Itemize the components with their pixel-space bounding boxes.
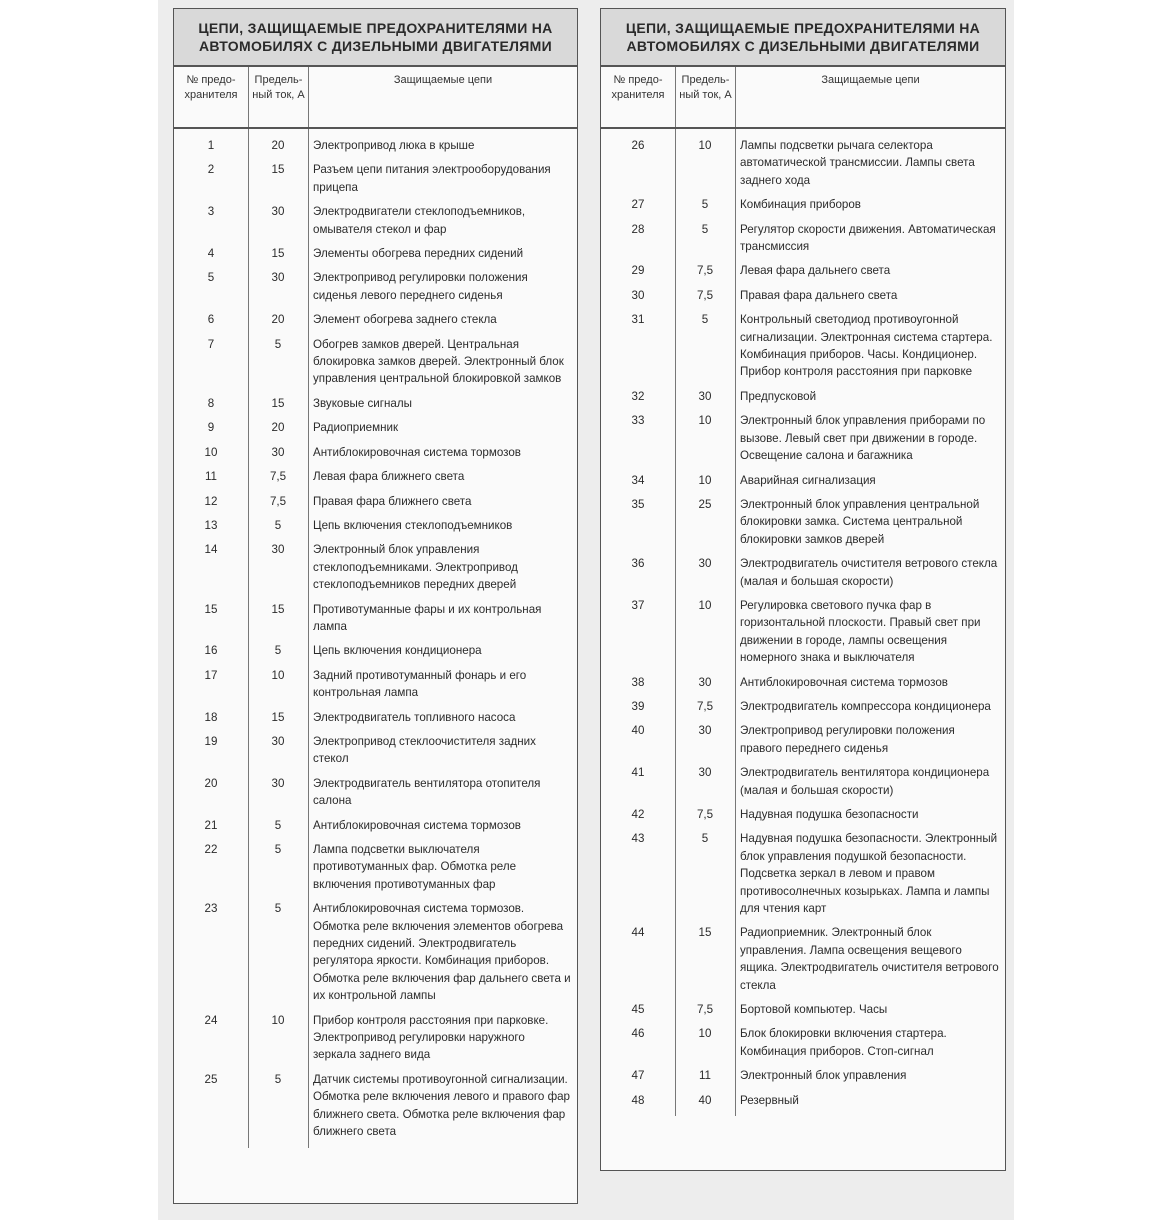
rated-current: 10 [698, 598, 712, 612]
protected-circuits: Предпусковой [740, 389, 817, 403]
fuse-number: 19 [204, 734, 218, 748]
protected-circuits: Регулятор скорости движения. Автоматическая трансмиссия [740, 222, 996, 254]
table-row [174, 395, 577, 412]
rated-current: 5 [274, 902, 282, 916]
protected-circuits: Резервный [740, 1093, 799, 1107]
table-row [601, 1025, 1005, 1060]
fuse-number: 40 [631, 724, 645, 738]
protected-circuits: Контрольный светодиод противоугонной сигнализации. Электронная система стартера. Комбинация приборов. Часы. Кондиционер. Прибор контроля расстояния при парковке [740, 313, 993, 379]
fuse-number: 38 [631, 675, 645, 689]
fuse-number: 1 [207, 139, 215, 152]
rated-current: 15 [271, 396, 285, 410]
column-header-fuse-number: № предо- хранителя [611, 74, 665, 101]
table-row [174, 336, 577, 388]
rated-current: 20 [271, 139, 285, 152]
fuse-number: 16 [204, 644, 218, 658]
column-header-current: Предель- ный ток, А [248, 67, 308, 127]
column-headers [601, 67, 1005, 129]
protected-circuits: Электронный блок управления центральной блокировки замка. Система центральной блокировки замков дверей [740, 497, 980, 546]
table-row [601, 412, 1005, 464]
protected-circuits: Радиоприемник [313, 421, 399, 435]
rated-current: 10 [698, 1027, 712, 1041]
table-row [601, 1092, 1005, 1109]
fuse-number: 30 [631, 288, 645, 302]
table-row [174, 817, 577, 834]
protected-circuits: Цепь включения кондиционера [313, 644, 482, 658]
table-title [174, 9, 577, 67]
protected-circuits: Лампы подсветки рычага селектора автоматической трансмиссии. Лампы света заднего хода [740, 139, 975, 187]
protected-circuits: Электродвигатель вентилятора отопителя салона [313, 776, 541, 808]
column-headers [174, 67, 577, 129]
rated-current: 30 [698, 724, 712, 738]
fuse-number: 12 [204, 494, 218, 508]
rated-current: 20 [271, 313, 285, 327]
protected-circuits: Комбинация приборов [740, 198, 861, 212]
table-row [174, 245, 577, 262]
protected-circuits: Регулировка светового пучка фар в горизонтальной плоскости. Правый свет при движении в городе, лампы освещения номерного знака и выключателя [740, 598, 981, 665]
protected-circuits: Электродвигатель очистителя ветрового стекла (малая и большая скорости) [740, 557, 998, 588]
protected-circuits: Противотуманные фары и их контрольная лампа [313, 602, 542, 633]
table-row [174, 517, 577, 534]
fuse-number: 27 [631, 198, 645, 212]
rated-current: 30 [271, 445, 285, 459]
protected-circuits: Антиблокировочная система тормозов [740, 675, 948, 689]
fuse-number: 37 [631, 598, 645, 612]
fuse-number: 22 [204, 843, 218, 856]
rated-current: 7,5 [696, 808, 714, 821]
table-row [174, 642, 577, 659]
table-row [601, 806, 1005, 823]
fuse-number: 29 [631, 264, 645, 278]
fuse-number: 11 [204, 470, 218, 484]
fuse-number: 48 [631, 1093, 645, 1107]
rated-current: 5 [701, 222, 709, 236]
table-row [601, 830, 1005, 917]
fuse-number: 46 [631, 1027, 645, 1041]
rated-current: 5 [274, 843, 282, 856]
protected-circuits: Электронный блок управления стеклоподъемниками. Электропривод стеклоподъемников передних дверей [313, 543, 518, 592]
rated-current: 10 [698, 473, 712, 487]
fuse-table-left [173, 8, 578, 1204]
table-row [174, 468, 577, 485]
fuse-number: 33 [631, 414, 645, 428]
rated-current: 5 [274, 644, 282, 658]
protected-circuits: Элементы обогрева передних сидений [313, 247, 524, 261]
fuse-number: 41 [631, 766, 645, 780]
fuse-number: 18 [204, 710, 218, 724]
rated-current: 10 [698, 414, 712, 428]
fuse-number: 20 [204, 776, 218, 790]
protected-circuits: Элемент обогрева заднего стекла [313, 313, 497, 327]
protected-circuits: Антиблокировочная система тормозов. Обмотка реле включения элементов обогрева передних сидений. Электродвигатель регулятора яркости. Комбинация приборов. Обмотка реле включения фар дальнего света и их контрольной лампы [313, 902, 571, 1003]
rated-current: 15 [271, 602, 285, 616]
fuse-number: 43 [631, 832, 645, 846]
rated-current: 10 [271, 1013, 285, 1027]
rated-current: 15 [271, 163, 285, 177]
fuse-number: 7 [207, 337, 215, 351]
table-row [601, 555, 1005, 590]
table-row [174, 161, 577, 196]
table-row [601, 472, 1005, 489]
title-line: АВТОМОБИЛЯХ С ДИЗЕЛЬНЫМИ ДВИГАТЕЛЯМИ [199, 38, 552, 54]
fuse-number: 24 [204, 1013, 218, 1027]
table-row [174, 269, 577, 304]
table-row [601, 196, 1005, 213]
rated-current: 7,5 [269, 494, 287, 508]
protected-circuits: Аварийная сигнализация [740, 473, 876, 487]
table-row [601, 924, 1005, 994]
rated-current: 25 [698, 497, 712, 511]
fuse-number: 5 [207, 271, 215, 285]
fuse-number: 39 [631, 699, 645, 713]
rated-current: 30 [271, 205, 285, 219]
rated-current: 15 [698, 926, 712, 940]
protected-circuits: Звуковые сигналы [313, 396, 412, 410]
table-row [601, 221, 1005, 256]
table-row [174, 493, 577, 510]
rated-current: 30 [271, 543, 285, 557]
rated-current: 5 [701, 198, 709, 212]
rated-current: 5 [274, 337, 282, 351]
table-row [601, 262, 1005, 279]
rated-current: 7,5 [696, 264, 714, 278]
column-header-circuits: Защищаемые цепи [735, 67, 1005, 127]
table-row [601, 137, 1005, 189]
fuse-number: 26 [631, 139, 645, 152]
fuse-number: 21 [204, 818, 218, 832]
table-row [174, 541, 577, 593]
protected-circuits: Радиоприемник. Электронный блок управления. Лампа освещения вещевого ящика. Электродвигатель очистителя ветрового стекла [740, 926, 999, 992]
column-header-circuits: Защищаемые цепи [308, 67, 577, 127]
protected-circuits: Датчик системы противоугонной сигнализации. Обмотка реле включения левого и правого фар ближнего света. Обмотка реле включения фар ближнего света [313, 1072, 571, 1139]
rated-current: 11 [698, 1069, 712, 1083]
fuse-number: 14 [204, 543, 218, 557]
table-row [174, 601, 577, 636]
column-divider [735, 129, 736, 1116]
fuse-number: 6 [207, 313, 215, 327]
protected-circuits: Электродвигатель компрессора кондиционера [740, 699, 991, 713]
fuse-number: 42 [631, 808, 645, 821]
protected-circuits: Электродвигатель вентилятора кондиционера (малая и большая скорости) [740, 766, 990, 797]
protected-circuits: Разъем цепи питания электрооборудования прицепа [313, 163, 551, 194]
rated-current: 30 [698, 675, 712, 689]
fuse-table-right [600, 8, 1006, 1171]
protected-circuits: Электродвигатели стеклоподъемников, омывателя стекол и фар [313, 205, 526, 236]
protected-circuits: Электропривод люка в крыше [313, 139, 475, 152]
fuse-number: 44 [631, 926, 645, 940]
table-row [174, 841, 577, 893]
protected-circuits: Электропривод регулировки положения правого переднего сиденья [740, 724, 955, 755]
protected-circuits: Надувная подушка безопасности [740, 808, 919, 821]
table-row [601, 1001, 1005, 1018]
protected-circuits: Левая фара дальнего света [740, 264, 891, 278]
rated-current: 7,5 [696, 699, 714, 713]
table-body [601, 129, 1005, 1116]
fuse-number: 31 [631, 313, 645, 327]
rated-current: 30 [271, 734, 285, 748]
fuse-number: 36 [631, 557, 645, 571]
protected-circuits: Правая фара дальнего света [740, 288, 898, 302]
protected-circuits: Антиблокировочная система тормозов [313, 445, 521, 459]
table-row [174, 311, 577, 328]
protected-circuits: Цепь включения стеклоподъемников [313, 518, 513, 532]
rated-current: 30 [271, 271, 285, 285]
fuse-number: 2 [207, 163, 215, 177]
column-header-current: Предель- ный ток, А [675, 67, 735, 127]
protected-circuits: Блок блокировки включения стартера. Комбинация приборов. Стоп-сигнал [740, 1027, 947, 1058]
rated-current: 7,5 [269, 470, 287, 484]
table-row [174, 775, 577, 810]
table-row [601, 722, 1005, 757]
fuse-number: 17 [204, 668, 218, 682]
table-title [601, 9, 1005, 67]
title-line: АВТОМОБИЛЯХ С ДИЗЕЛЬНЫМИ ДВИГАТЕЛЯМИ [626, 38, 980, 54]
protected-circuits: Электропривод стеклоочистителя задних стекол [313, 734, 536, 766]
protected-circuits: Антиблокировочная система тормозов [313, 818, 521, 832]
protected-circuits: Бортовой компьютер. Часы [740, 1003, 888, 1017]
protected-circuits: Прибор контроля расстояния при парковке. Электропривод регулировки наружного зеркала заднего вида [313, 1013, 549, 1062]
table-body [174, 129, 577, 1148]
column-divider [675, 129, 676, 1116]
table-row [601, 1067, 1005, 1084]
protected-circuits: Надувная подушка безопасности. Электронный блок управления подушкой безопасности. Подсветка зеркал в левом и правом противосолнечных козырьках. Лампа и лампы для чтения карт [740, 832, 998, 916]
fuse-number: 23 [204, 902, 218, 916]
fuse-number: 10 [204, 445, 218, 459]
fuse-number: 25 [204, 1072, 218, 1086]
rated-current: 7,5 [696, 288, 714, 302]
fuse-number: 32 [631, 389, 645, 403]
protected-circuits: Обогрев замков дверей. Центральная блокировка замков дверей. Электронный блок управления центральной блокировкой замков [313, 337, 564, 386]
protected-circuits: Левая фара ближнего света [313, 470, 465, 484]
fuse-number: 8 [207, 396, 215, 410]
rated-current: 30 [271, 776, 285, 790]
fuse-number: 13 [204, 518, 218, 532]
column-header-fuse-number: № предо- хранителя [184, 74, 238, 101]
table-row [601, 311, 1005, 381]
fuse-number: 47 [631, 1069, 645, 1083]
protected-circuits: Лампа подсветки выключателя противотуманных фар. Обмотка реле включения противотуманных фар [313, 843, 517, 891]
table-row [174, 1012, 577, 1064]
table-row [174, 1071, 577, 1141]
fuse-number: 28 [631, 222, 645, 236]
fuse-number: 4 [207, 247, 215, 261]
fuse-number: 35 [631, 497, 645, 511]
column-divider [248, 129, 249, 1148]
table-row [174, 444, 577, 461]
title-line: ЦЕПИ, ЗАЩИЩАЕМЫЕ ПРЕДОХРАНИТЕЛЯМИ НА [625, 20, 981, 36]
fuse-number: 34 [631, 473, 645, 487]
rated-current: 15 [271, 710, 285, 724]
fuse-number: 45 [631, 1003, 645, 1017]
table-row [174, 733, 577, 768]
table-row [174, 709, 577, 726]
protected-circuits: Электропривод регулировки положения сиденья левого переднего сиденья [313, 271, 528, 302]
table-row [174, 203, 577, 238]
table-row [601, 764, 1005, 799]
rated-current: 5 [274, 818, 282, 832]
protected-circuits: Электродвигатель топливного насоса [313, 710, 516, 724]
protected-circuits: Электронный блок управления [740, 1069, 907, 1083]
table-row [601, 496, 1005, 548]
fuse-number: 15 [204, 602, 218, 616]
rated-current: 30 [698, 389, 712, 403]
table-row [601, 287, 1005, 304]
title-line: ЦЕПИ, ЗАЩИЩАЕМЫЕ ПРЕДОХРАНИТЕЛЯМИ НА [198, 20, 553, 36]
protected-circuits: Электронный блок управления приборами по вызове. Левый свет при движении в городе. Освещение салона и багажника [740, 414, 986, 463]
table-row [601, 597, 1005, 667]
column-divider [308, 129, 309, 1148]
fuse-number: 9 [207, 421, 215, 435]
rated-current: 10 [271, 668, 285, 682]
rated-current: 5 [701, 832, 709, 846]
protected-circuits: Задний противотуманный фонарь и его контрольная лампа [313, 668, 527, 700]
table-row [601, 674, 1005, 691]
rated-current: 7,5 [696, 1003, 714, 1017]
table-row [174, 667, 577, 702]
table-row [174, 137, 577, 154]
rated-current: 30 [698, 557, 712, 571]
rated-current: 10 [698, 139, 712, 152]
rated-current: 5 [701, 313, 709, 327]
rated-current: 5 [274, 1072, 282, 1086]
rated-current: 20 [271, 421, 285, 435]
rated-current: 40 [698, 1093, 712, 1107]
rated-current: 5 [274, 518, 282, 532]
rated-current: 15 [271, 247, 285, 261]
table-row [174, 419, 577, 436]
table-row [174, 900, 577, 1004]
protected-circuits: Правая фара ближнего света [313, 494, 472, 508]
table-row [601, 388, 1005, 405]
fuse-number: 3 [207, 205, 215, 219]
rated-current: 30 [698, 766, 712, 780]
table-row [601, 698, 1005, 715]
